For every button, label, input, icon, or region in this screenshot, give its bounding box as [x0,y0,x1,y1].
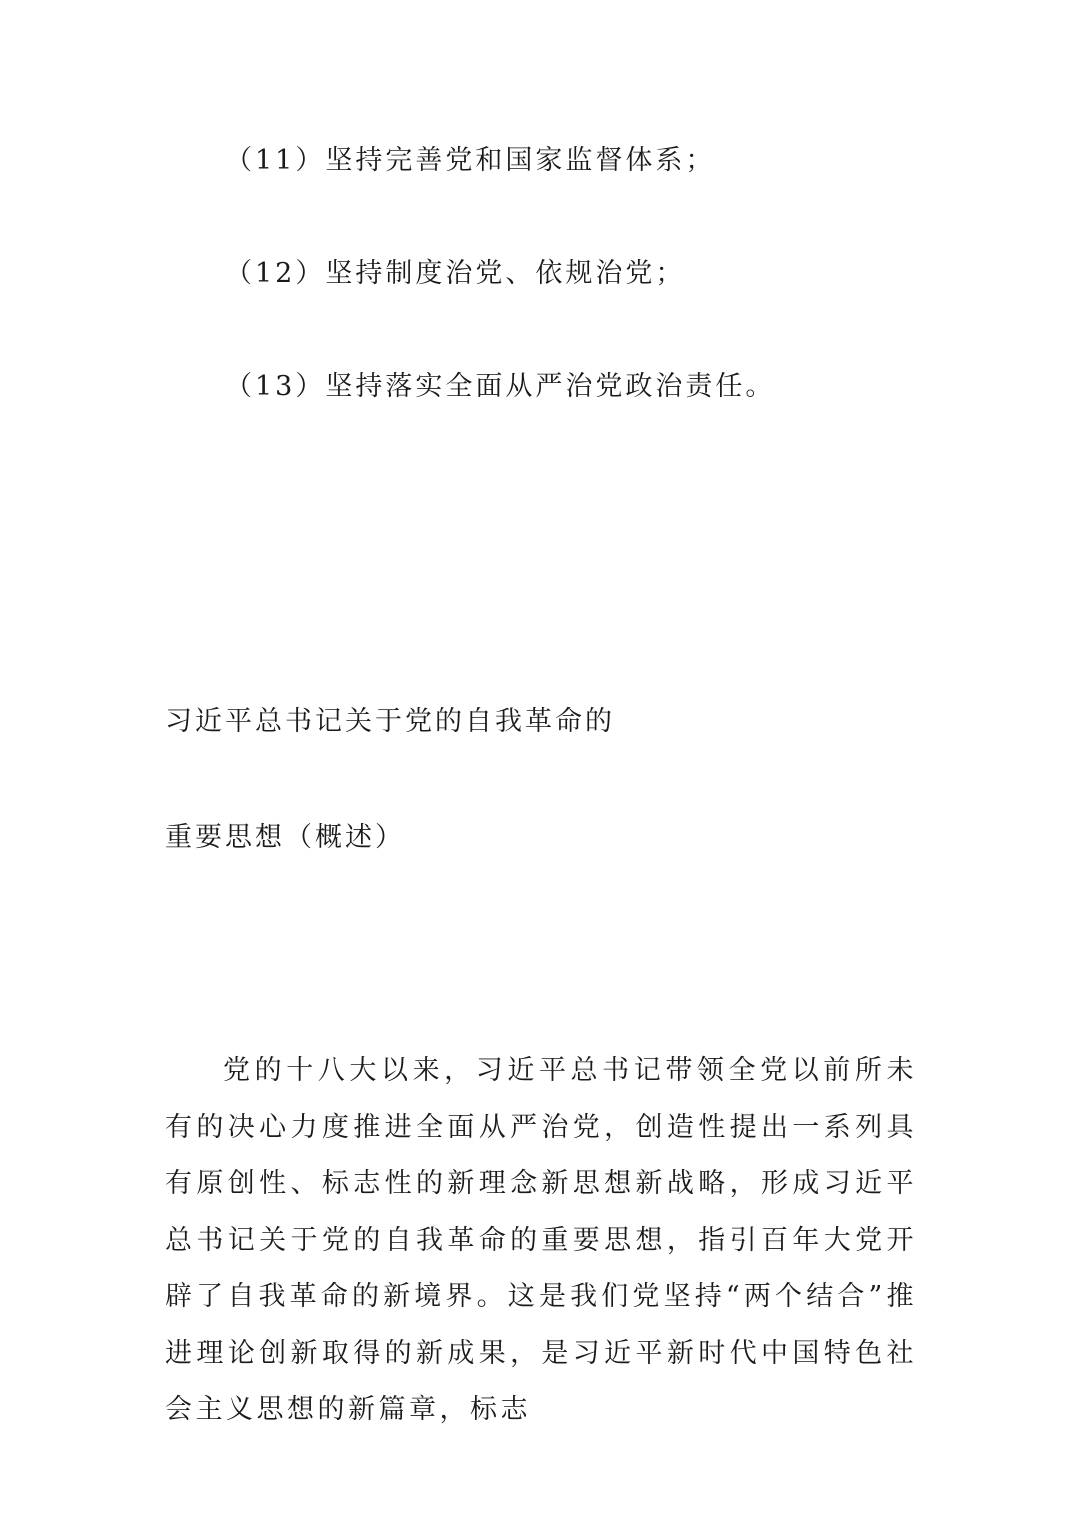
body-paragraph: 党的十八大以来，习近平总书记带领全党以前所未有的决心力度推进全面从严治党，创造性提出一系列具有原创性、标志性的新理念新思想新战略，形成习近平总书记关于党的自我革命的重要思想，指引百年大党开辟了自我革命的新境界。这是我们党坚持“两个结合”推进理论创新取得的新成果，是习近平新时代中国特色社会主义思想的新篇章，标志 [165,1055,917,1425]
section-heading-line-1: 习近平总书记关于党的自我革命的 [165,706,615,737]
list-item-11: （11）坚持完善党和国家监督体系； [225,145,716,176]
list-item-13: （13）坚持落实全面从严治党政治责任。 [225,371,776,402]
list-item-12: （12）坚持制度治党、依规治党； [225,258,686,289]
section-heading-line-2: 重要思想（概述） [165,822,405,853]
